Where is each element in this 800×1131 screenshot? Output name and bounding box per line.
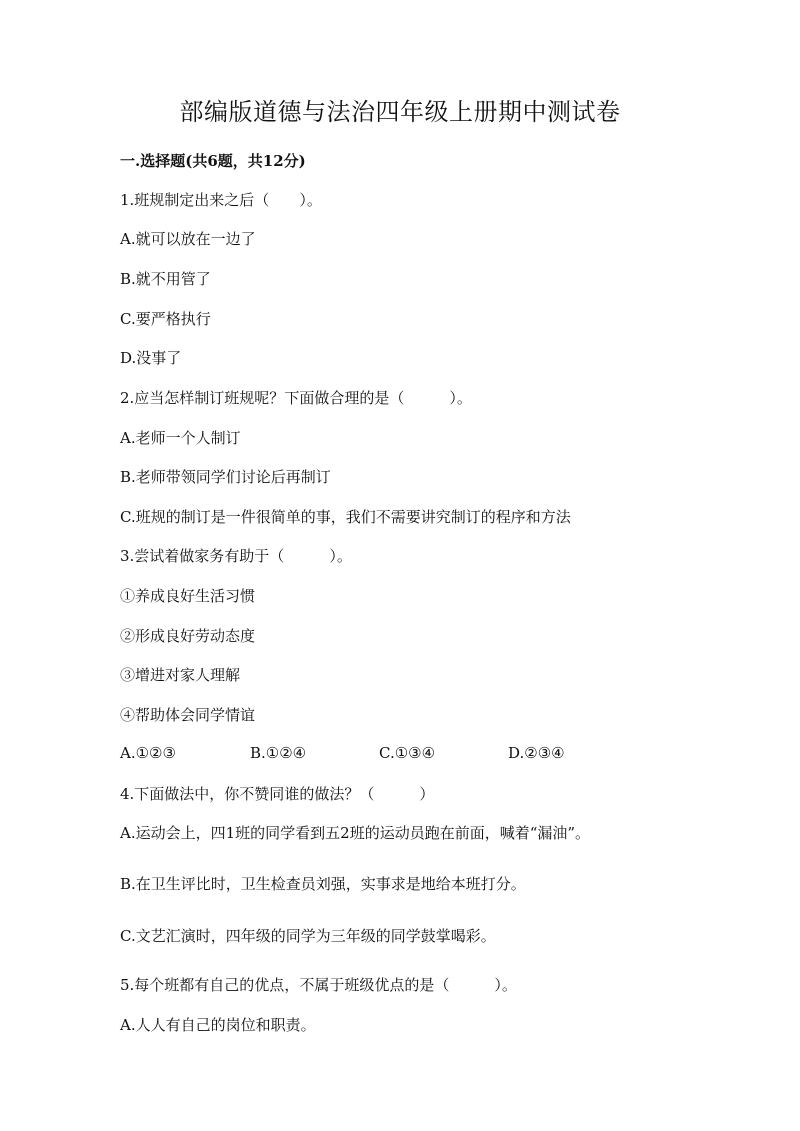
question-2-stem: 2.应当怎样制订班规呢？下面做合理的是（ ）。: [120, 389, 472, 407]
question-5-stem: 5.每个班都有自己的优点，不属于班级优点的是（ ）。: [120, 976, 517, 994]
question-4-option-b: B.在卫生评比时，卫生检查员刘强，实事求是地给本班打分。: [120, 875, 526, 893]
question-4-option-c: C.文艺汇演时，四年级的同学为三年级的同学鼓掌喝彩。: [120, 927, 496, 945]
question-2-option-c: C.班规的制订是一件很简单的事，我们不需要讲究制订的程序和方法: [120, 508, 571, 526]
document-title: 部编版道德与法治四年级上册期中测试卷: [179, 98, 621, 126]
question-2-option-b: B.老师带领同学们讨论后再制订: [120, 468, 331, 486]
question-3-item-2: ②形成良好劳动态度: [120, 627, 256, 645]
question-3-option-d: D.②③④: [508, 744, 565, 762]
question-1-option-a: A.就可以放在一边了: [120, 230, 256, 248]
question-5-option-a: A.人人有自己的岗位和职责。: [120, 1016, 316, 1034]
question-2-option-a: A.老师一个人制订: [120, 429, 241, 447]
question-3-item-3: ③增进对家人理解: [120, 666, 241, 684]
question-3-option-b: B.①②④: [250, 744, 307, 762]
question-3-option-a: A.①②③: [120, 744, 176, 762]
question-3-stem: 3.尝试着做家务有助于（ ）。: [120, 547, 352, 565]
section-heading: 一.选择题(共6题，共12分): [120, 152, 306, 170]
question-1-option-b: B.就不用管了: [120, 270, 211, 288]
question-3-item-1: ①养成良好生活习惯: [120, 587, 256, 605]
question-1-option-d: D.没事了: [120, 349, 182, 367]
question-3-item-4: ④帮助体会同学情谊: [120, 706, 256, 724]
question-1-stem: 1.班规制定出来之后（ ）。: [120, 191, 322, 209]
question-3-option-c: C.①③④: [379, 744, 436, 762]
question-1-option-c: C.要严格执行: [120, 310, 211, 328]
question-4-stem: 4.下面做法中，你不赞同谁的做法？（ ）: [120, 785, 435, 803]
question-4-option-a: A.运动会上，四1班的同学看到五2班的运动员跑在前面，喊着“漏油”。: [120, 824, 591, 842]
